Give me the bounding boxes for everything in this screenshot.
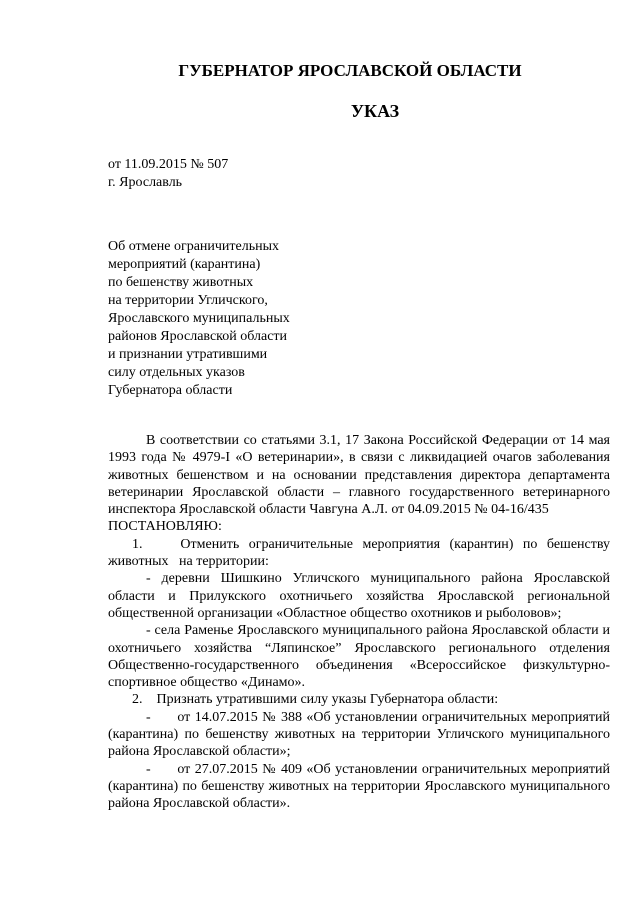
subject-line: Губернатора области — [108, 383, 233, 398]
document-meta — [108, 156, 228, 192]
item-1-subitem: - села Раменье Ярославского муниципального района Ярославской области и охотничьего хозяйства “Ляпинское” Ярославского регионального отделения Общественно-государственного объединения «Всероссийское физкультурно-спортивное общество «Динамо». — [108, 623, 610, 691]
subject-line: Ярославского муниципальных — [108, 311, 290, 326]
document-subject — [108, 238, 348, 400]
item-2-subitem: - от 27.07.2015 № 409 «Об установлении ограничительных мероприятий (карантина) по бешенству животных на территории Ярославского муниципального района Ярославской области». — [108, 761, 610, 812]
subject-line: мероприятий (карантина) — [108, 257, 261, 272]
subject-line: на территории Угличского, — [108, 293, 268, 308]
decree-word: ПОСТАНОВЛЯЮ: — [108, 519, 222, 535]
date-number: от 11.09.2015 № 507 — [108, 157, 229, 172]
subject-line: по бешенству животных — [108, 275, 254, 290]
item-2-subitem: - от 14.07.2015 № 388 «Об установлении ограничительных мероприятий (карантина) по бешенству животных на территории Угличского муниципального района Ярославской области»; — [108, 709, 610, 760]
item-1-subitem: - деревни Шишкино Угличского муниципального района Ярославской области и Прилукского охотничьего хозяйства Ярославской региональной общественной организации «Областное общество охотников и рыболовов»; — [108, 571, 610, 621]
city: г. Ярославль — [108, 175, 183, 190]
document-type-heading: УКАЗ — [350, 101, 400, 121]
item-2: 2. Признать утратившими силу указы Губернатора области: — [132, 692, 499, 708]
document-body — [108, 432, 610, 813]
subject-line: силу отдельных указов — [108, 365, 245, 380]
item-1: 1. Отменить ограничительные мероприятия (карантин) по бешенству животных на территории: — [108, 536, 610, 570]
subject-line: и признании утратившими — [108, 347, 268, 362]
subject-line: Об отмене ограничительных — [108, 239, 280, 254]
authority-heading: ГУБЕРНАТОР ЯРОСЛАВСКОЙ ОБЛАСТИ — [178, 61, 522, 80]
preamble-paragraph: В соответствии со статьями 3.1, 17 Закона Российской Федерации от 14 мая 1993 года № 4979-I «О ветеринарии», в связи с ликвидацией очагов заболевания животных бешенством и на основании представления директора департамента ветеринарии Ярославской области – главного государственного ветеринарного инспектора Ярославской области Чавгуна А.Л. от 04.09.2015 № 04-16/435 — [108, 433, 610, 518]
subject-line: районов Ярославской области — [108, 329, 288, 344]
